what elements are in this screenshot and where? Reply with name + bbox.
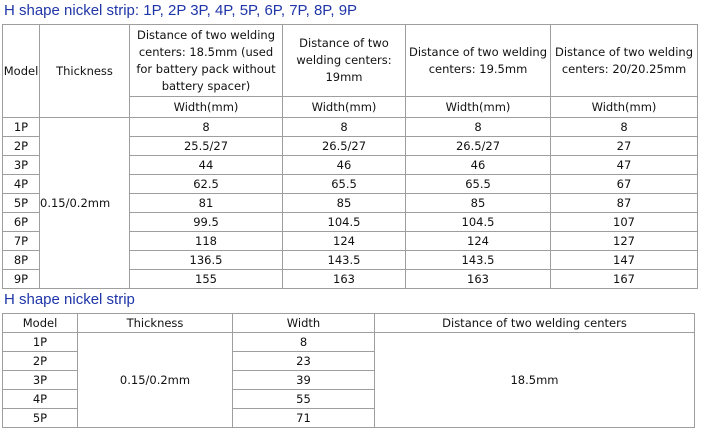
cell-width: 25.5/27 — [130, 137, 283, 156]
cell-width: 65.5 — [283, 175, 406, 194]
cell-width: 147 — [551, 251, 698, 270]
cell-width: 8 — [283, 118, 406, 137]
header-thickness: Thickness — [40, 25, 130, 118]
cell-model: 5P — [3, 194, 40, 213]
cell-width: 44 — [130, 156, 283, 175]
cell-width: 27 — [551, 137, 698, 156]
cell-width: 8 — [130, 118, 283, 137]
cell-model: 6P — [3, 213, 40, 232]
header-width: Width(mm) — [406, 97, 551, 118]
cell-distance: 18.5mm — [375, 333, 695, 428]
header-width: Width(mm) — [283, 97, 406, 118]
cell-model: 3P — [3, 371, 78, 390]
cell-width: 8 — [406, 118, 551, 137]
cell-width: 104.5 — [283, 213, 406, 232]
table-row — [3, 333, 695, 352]
page-title: H shape nickel strip: 1P, 2P 3P, 4P, 5P, 6P, 7P, 8P, 9P — [4, 2, 358, 19]
cell-width: 85 — [406, 194, 551, 213]
cell-width: 62.5 — [130, 175, 283, 194]
cell-width: 47 — [551, 156, 698, 175]
cell-width: 104.5 — [406, 213, 551, 232]
nickel-strip-spec-table — [2, 24, 698, 289]
cell-width: 163 — [406, 270, 551, 289]
cell-width: 67 — [551, 175, 698, 194]
header-thickness: Thickness — [78, 314, 233, 333]
header-model: Model — [3, 314, 78, 333]
cell-width: 143.5 — [406, 251, 551, 270]
cell-width: 26.5/27 — [283, 137, 406, 156]
cell-model: 2P — [3, 137, 40, 156]
cell-model: 4P — [3, 175, 40, 194]
cell-width: 8 — [551, 118, 698, 137]
cell-width: 26.5/27 — [406, 137, 551, 156]
cell-width: 46 — [406, 156, 551, 175]
header-model: Model — [3, 25, 40, 118]
header-width: Width(mm) — [551, 97, 698, 118]
header-distance-19-5: Distance of two welding centers: 19.5mm — [406, 25, 551, 97]
header-distance-19: Distance of two welding centers: 19mm — [283, 25, 406, 97]
cell-width: 167 — [551, 270, 698, 289]
cell-width: 107 — [551, 213, 698, 232]
cell-model: 5P — [3, 409, 78, 428]
cell-width: 155 — [130, 270, 283, 289]
cell-model: 8P — [3, 251, 40, 270]
cell-width: 124 — [283, 232, 406, 251]
cell-width: 55 — [233, 390, 375, 409]
header-width: Width(mm) — [130, 97, 283, 118]
cell-width: 143.5 — [283, 251, 406, 270]
cell-model: 1P — [3, 333, 78, 352]
cell-model: 2P — [3, 352, 78, 371]
header-distance-20: Distance of two welding centers: 20/20.25mm — [551, 25, 698, 97]
section-title: H shape nickel strip — [4, 291, 135, 308]
cell-width: 8 — [233, 333, 375, 352]
cell-width: 81 — [130, 194, 283, 213]
header-distance-18-5: Distance of two welding centers: 18.5mm (used for battery pack without battery spacer) — [130, 25, 283, 97]
cell-width: 118 — [130, 232, 283, 251]
cell-width: 127 — [551, 232, 698, 251]
nickel-strip-spec-table-simple — [2, 313, 695, 428]
cell-model: 9P — [3, 270, 40, 289]
cell-width: 136.5 — [130, 251, 283, 270]
cell-width: 124 — [406, 232, 551, 251]
cell-thickness: 0.15/0.2mm — [78, 333, 233, 428]
cell-width: 39 — [233, 371, 375, 390]
cell-width: 46 — [283, 156, 406, 175]
cell-model: 3P — [3, 156, 40, 175]
header-width: Width — [233, 314, 375, 333]
cell-width: 163 — [283, 270, 406, 289]
cell-width: 99.5 — [130, 213, 283, 232]
cell-width: 85 — [283, 194, 406, 213]
cell-width: 71 — [233, 409, 375, 428]
cell-model: 4P — [3, 390, 78, 409]
header-distance: Distance of two welding centers — [375, 314, 695, 333]
cell-model: 1P — [3, 118, 40, 137]
cell-width: 65.5 — [406, 175, 551, 194]
cell-width: 87 — [551, 194, 698, 213]
cell-model: 7P — [3, 232, 40, 251]
cell-thickness: 0.15/0.2mm — [40, 118, 130, 289]
cell-width: 23 — [233, 352, 375, 371]
table-row — [3, 118, 698, 137]
